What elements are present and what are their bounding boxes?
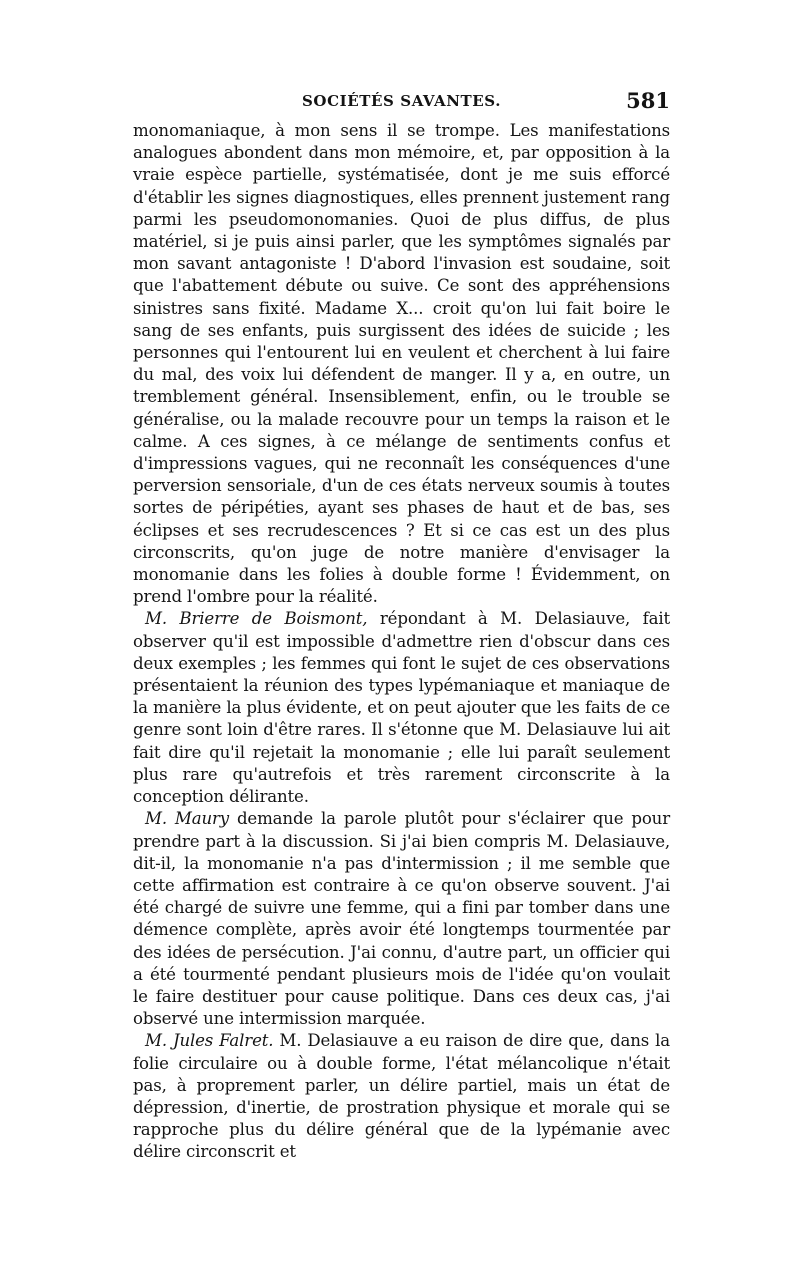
- page-header: [133, 88, 670, 118]
- paragraph-maury: [133, 808, 670, 1030]
- speaker-name: M. Jules Falret.: [145, 1031, 274, 1051]
- running-title: SOCIÉTÉS SAVANTES.: [301, 92, 502, 110]
- paragraph-text: répondant à M. Delasiauve, fait observer qu'il est impossible d'admettre rien d'obscur dans ces deux exemples ; les femmes qui font le sujet de ces observations présentaient la réunion des types lypémaniaque et maniaque de la manière la plus évidente, et on peut ajouter que les faits de ce genre sont loin d'être rares. Il s'étonne que M. Delasiauve lui ait fait dire qu'il rejetait la monomanie ; elle lui paraît seulement plus rare qu'autrefois et très rarement circonscrite à la conception délirante.: [133, 609, 670, 807]
- speaker-name: M. Brierre de Boismont,: [145, 609, 368, 629]
- paragraph-text: M. Delasiauve a eu raison de dire que, dans la folie circulaire ou à double forme, l'état mélancolique n'était pas, à proprement parler, un délire partiel, mais un état de dépression, d'inertie, de prostration physique et morale qui se rapproche plus du délire général que de la lypémanie avec délire circonscrit et: [133, 1031, 670, 1162]
- body-text: [133, 120, 670, 1164]
- paragraph-jules-falret: [133, 1030, 670, 1163]
- paragraph-text: monomaniaque, à mon sens il se trompe. Les manifestations analogues abondent dans mon mémoire, et, par opposition à la vraie espèce partielle, systématisée, dont je me suis efforcé d'établir les signes diagnostiques, elles prennent justement rang parmi les pseudomonomanies. Quoi de plus diffus, de plus matériel, si je puis ainsi parler, que les symptômes signalés par mon savant antagoniste ! D'abord l'invasion est soudaine, soit que l'abattement débute ou suive. Ce sont des appréhensions sinistres sans fixité. Madame X... croit qu'on lui fait boire le sang de ses enfants, puis surgissent des idées de suicide ; les personnes qui l'entourent lui en veulent et cherchent à lui faire du mal, des voix lui défendent de manger. Il y a, en outre, un tremblement général. Insensiblement, enfin, ou le trouble se généralise, ou la malade recouvre pour un temps la raison et le calme. A ces signes, à ce mélange de sentiments confus et d'impressions vagues, qui ne reconnaît les conséquences d'une perversion sensoriale, d'un de ces états nerveux soumis à toutes sortes de péripéties, ayant ses phases de haut et de bas, ses éclipses et ses recrudescences ? Et si ce cas est un des plus circonscrits, qu'on juge de notre manière d'envisager la monomanie dans les folies à double forme ! Évidemment, on prend l'ombre pour la réalité.: [133, 121, 670, 607]
- speaker-name: M. Maury: [145, 809, 230, 829]
- paragraph-text: demande la parole plutôt pour s'éclairer que pour prendre part à la discussion. Si j'ai bien compris M. Delasiauve, dit-il, la monomanie n'a pas d'intermission ; il me semble que cette affirmation est contraire à ce qu'on observe souvent. J'ai été chargé de suivre une femme, qui a fini par tomber dans une démence complète, après avoir été longtemps tourmentée par des idées de persécution. J'ai connu, d'autre part, un officier qui a été tourmenté pendant plusieurs mois de l'idée qu'on voulait le faire destituer pour cause politique. Dans ces deux cas, j'ai observé une intermission marquée.: [133, 809, 671, 1029]
- page-number: 581: [626, 88, 670, 113]
- paragraph-brierre-de-boismont: [133, 608, 670, 808]
- paragraph-continuation: [133, 120, 670, 608]
